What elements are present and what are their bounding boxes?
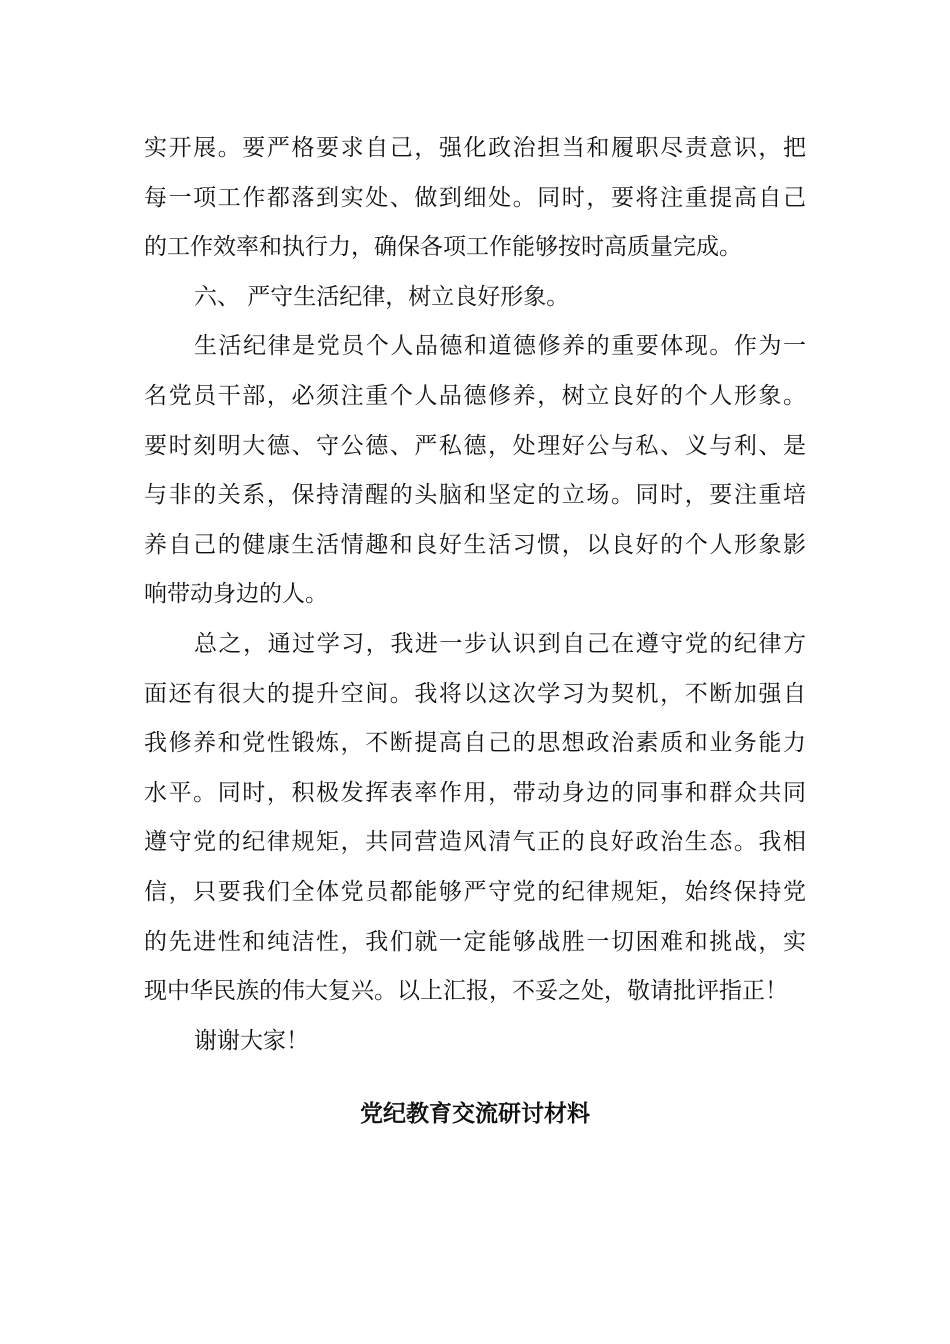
text-line: 名党员干部，必须注重个人品德修养，树立良好的个人形象。 bbox=[144, 382, 806, 409]
text-line: 实开展。要严格要求自己，强化政治担当和履职尽责意识，把 bbox=[144, 135, 806, 161]
text-line: 生活纪律是党员个人品德和道德修养的重要体现。作为一 bbox=[194, 333, 806, 360]
paragraph bbox=[144, 620, 806, 1017]
text-line: 养自己的健康生活情趣和良好生活习惯，以良好的个人形象影 bbox=[144, 531, 806, 558]
text-line: 总之，通过学习，我进一步认识到自己在遵守党的纪律方 bbox=[194, 630, 806, 657]
paragraph bbox=[144, 322, 806, 620]
text-line: 遵守党的纪律规矩，共同营造风清气正的良好政治生态。我相 bbox=[144, 829, 806, 856]
paragraph bbox=[144, 124, 806, 273]
text-line: 响带动身边的人。 bbox=[144, 581, 328, 608]
text-line: 面还有很大的提升空间。我将以这次学习为契机，不断加强自 bbox=[144, 680, 806, 707]
text-line: 谢谢大家！ bbox=[194, 1027, 309, 1054]
text-line: 现中华民族的伟大复兴。以上汇报，不妥之处，敬请批评指正！ bbox=[144, 978, 788, 1005]
text-line: 的先进性和纯洁性，我们就一定能够战胜一切困难和挑战，实 bbox=[144, 928, 806, 955]
text-line: 的工作效率和执行力，确保各项工作能够按时高质量完成。 bbox=[144, 234, 742, 261]
paragraph bbox=[144, 273, 806, 323]
text-line: 每一项工作都落到实处、做到细处。同时，要将注重提高自己 bbox=[144, 184, 806, 211]
text-line: 要时刻明大德、守公德、严私德，处理好公与私、义与利、是 bbox=[144, 432, 806, 459]
text-line: 六、 严守生活纪律，树立良好形象。 bbox=[194, 283, 570, 310]
text-line: 水平。同时，积极发挥表率作用，带动身边的同事和群众共同 bbox=[144, 779, 806, 806]
text-line: 信，只要我们全体党员都能够严守党的纪律规矩，始终保持党 bbox=[144, 878, 806, 905]
document-body bbox=[144, 124, 806, 1066]
document-title: 党纪教育交流研讨材料 bbox=[360, 1101, 590, 1127]
text-line: 与非的关系，保持清醒的头脑和坚定的立场。同时，要注重培 bbox=[144, 482, 806, 509]
text-line: 我修养和党性锻炼，不断提高自己的思想政治素质和业务能力 bbox=[144, 730, 806, 757]
paragraph bbox=[144, 1017, 806, 1067]
